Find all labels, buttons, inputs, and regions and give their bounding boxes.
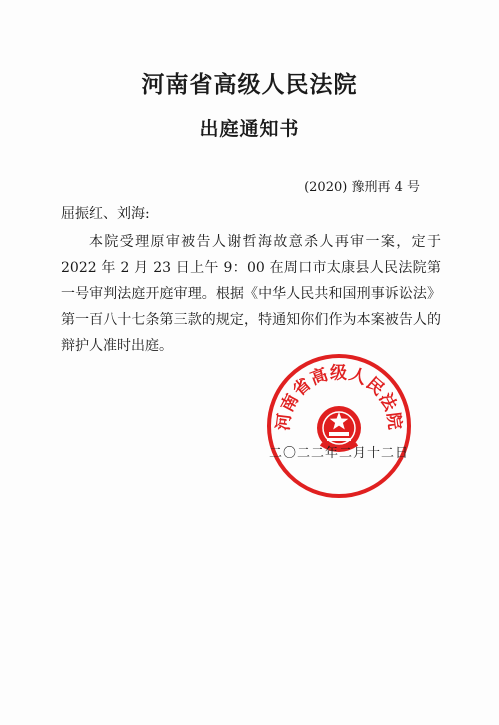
issue-date: 二〇二二年二月十二日 <box>269 446 410 461</box>
court-name: 河南省高级人民法院 <box>141 72 358 98</box>
document-title: 出庭通知书 <box>199 118 300 140</box>
addressee: 屈振红、刘海: <box>61 206 150 222</box>
case-number: (2020) 豫刑再 4 号 <box>304 180 420 195</box>
seal-text: 河南省高级人民法院 <box>273 363 405 432</box>
court-seal <box>265 352 413 500</box>
notice-body: 本院受理原审被告人谢哲海故意杀人再审一案，定于2022 年 2 月 23 日上午 9：00 在周口市太康县人民法院第一号审判法庭开庭审理。根据《中华人民共和国刑事诉讼法》第一百八十七条第三款的规定，特通知你们作为本案被告人的辩护人准时出庭。 <box>61 234 441 354</box>
